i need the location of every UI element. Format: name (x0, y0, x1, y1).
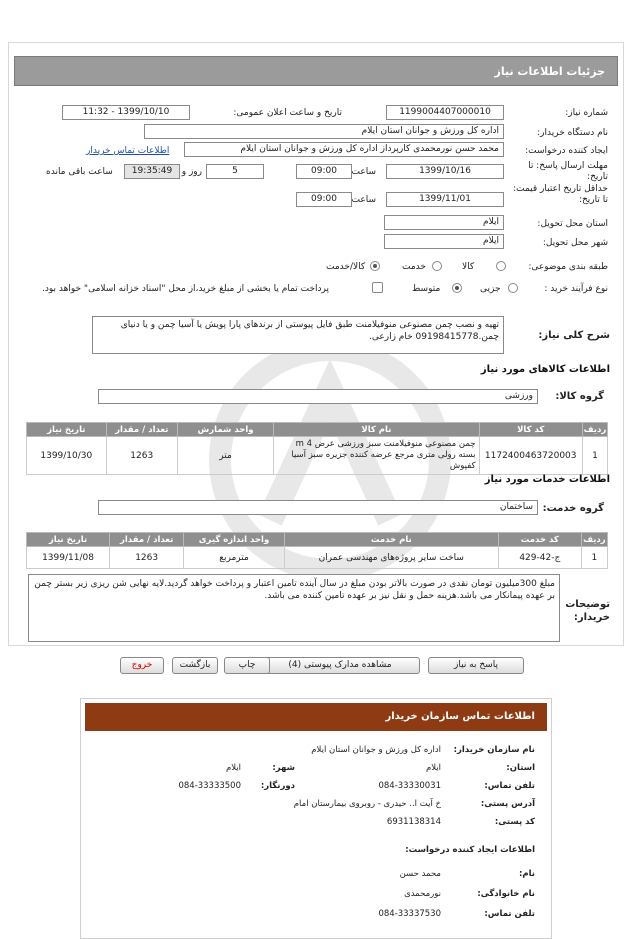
need-number-label: شماره نیاز: (565, 108, 608, 118)
contact-city-label: شهر: (272, 763, 295, 773)
category-option-goods: کالا (462, 262, 475, 272)
column-header: نام کالا (274, 423, 479, 437)
service-qty: 1263 (110, 547, 184, 569)
category-option-goods-service: کالا/خدمت (326, 262, 366, 272)
column-header: تاریخ نیاز (27, 423, 107, 437)
goods-qty: 1263 (106, 437, 177, 475)
service-code: ج-42-429 (498, 547, 581, 569)
contact-address-label: آدرس پستی: (480, 799, 535, 809)
contact-info-link[interactable]: اطلاعات تماس خریدار (86, 146, 170, 156)
page-header (14, 56, 618, 86)
reply-time-label: ساعت (351, 167, 376, 177)
column-header: تاریخ نیاز (27, 533, 110, 547)
page-title: جزئیات اطلاعات نیاز (494, 65, 605, 78)
process-option-medium: متوسط (412, 284, 441, 294)
category-radio-service[interactable] (432, 261, 442, 271)
print-button[interactable]: چاپ (224, 657, 270, 674)
creator-info-title: اطلاعات ایجاد کننده درخواست: (405, 845, 535, 855)
contact-card (80, 698, 552, 939)
reply-date-field: 1399/10/16 (386, 164, 504, 179)
contact-fax-label: دورنگار: (260, 781, 295, 791)
validity-label: حداقل تاریخ اعتبار قیمت: تا تاریخ: (513, 184, 608, 205)
attachments-button[interactable]: مشاهده مدارک پیوستی (4) (260, 657, 420, 674)
exit-button[interactable]: خروج (120, 657, 164, 674)
contact-org-label: نام سازمان خریدار: (453, 745, 535, 755)
validity-time-label: ساعت (351, 195, 376, 205)
category-radio-goods-service[interactable] (370, 261, 380, 271)
reply-button[interactable]: پاسخ به نیاز (428, 657, 524, 674)
province-field: ایلام (384, 215, 504, 230)
goods-unit: متر (177, 437, 273, 475)
contact-address-value: خ آیت ا.. حیدری - روبروی بیمارستان امام (293, 799, 441, 809)
category-option-service: خدمت (402, 262, 426, 272)
summary-label: شرح کلی نیاز: (538, 330, 610, 341)
column-header: واحد اندازه گیری (184, 533, 284, 547)
creator-field: محمد حسن نورمحمدی کارپرداز اداره کل ورزش و جوانان استان ایلام (184, 142, 504, 157)
table-row (27, 437, 608, 475)
contact-postal-label: کد پستی: (494, 817, 535, 827)
services-section-title: اطلاعات خدمات مورد نیاز (484, 474, 610, 485)
services-table (26, 532, 608, 569)
payment-note: پرداخت تمام یا بخشی از مبلغ خرید،از محل "اسناد خزانه اسلامی" خواهد بود. (42, 284, 330, 294)
process-radio-minor[interactable] (508, 283, 518, 293)
services-group-label: گروه خدمت: (542, 503, 604, 514)
service-unit: مترمربع (184, 547, 284, 569)
goods-section-title: اطلاعات کالاهای مورد نیاز (480, 364, 610, 375)
announce-label: تاریخ و ساعت اعلان عمومی: (233, 108, 342, 118)
goods-group-label: گروه کالا: (555, 391, 604, 402)
creator-family-value: نورمحمدی (404, 889, 441, 899)
summary-text: تهیه و نصب چمن مصنوعی منوفیلامنت طبق فایل پیوستی از برندهای پارا پویش یا آسیا چمن و یا دنیای چمن.09198415778 خام زارعی. (120, 320, 499, 342)
column-header: ردیف (583, 424, 607, 435)
contact-card-header (85, 703, 547, 731)
services-group-field: ساختمان (98, 500, 538, 515)
creator-phone-value: 084-33337530 (378, 909, 441, 919)
column-header: تعداد / مقدار (106, 423, 177, 437)
city-field: ایلام (384, 234, 504, 249)
creator-family-label: نام خانوادگی: (477, 889, 535, 899)
days-label: روز و (181, 167, 202, 177)
process-option-minor: جزیی (480, 284, 501, 294)
category-label: طبقه بندی موضوعی: (528, 262, 608, 272)
reply-deadline-label: مهلت ارسال پاسخ: تا تاریخ: (528, 161, 608, 182)
contact-postal-value: 6931138314 (386, 817, 441, 827)
notes-text: مبلغ 300میلیون تومان نقدی در صورت بالاتر بودن مبلغ در سال آینده تامین اعتبار و پرداخت خواهد گردید.لایه نهایی شن ریزی زیر بستر چمن بر عهده پیمانکار می باشد.هزینه حمل و نقل نیز بر عهده تامین کننده می باشد. (34, 579, 555, 601)
creator-phone-label: تلفن تماس: (484, 909, 535, 919)
notes-field (28, 574, 560, 642)
announce-field: 1399/10/10 - 11:32 (62, 105, 190, 120)
row-number: 1 (581, 547, 607, 569)
column-header: ردیف (583, 534, 606, 545)
notes-label: توضیحات خریدار: (565, 599, 610, 623)
creator-name-value: محمد حسن (399, 869, 441, 879)
back-button[interactable]: بازگشت (172, 657, 218, 674)
goods-name: چمن مصنوعی منوفیلامنت سبز ورزشی عرض m 4 بسته رولی متری مرجع عرضه کننده جزیره سبز آسیا کفپوش (274, 437, 479, 475)
buyer-org-field: اداره کل ورزش و جوانان استان ایلام (144, 124, 504, 139)
remaining-time-field: 19:35:49 (124, 164, 180, 179)
contact-phone-label: تلفن تماس: (484, 781, 535, 791)
category-radio-goods[interactable] (496, 261, 506, 271)
contact-phone-value: 084-33330031 (378, 781, 441, 791)
validity-time-field: 09:00 (296, 192, 352, 207)
summary-field (92, 316, 504, 354)
contact-fax-value: 084-33333500 (178, 781, 241, 791)
column-header: واحد شمارش (177, 423, 273, 437)
service-date: 1399/11/08 (27, 547, 110, 569)
service-name: ساخت سایر پروژه‌های مهندسی عمران (284, 547, 498, 569)
buyer-org-label: نام دستگاه خریدار: (537, 128, 608, 138)
row-number: 1 (582, 437, 607, 475)
reply-days-field: 5 (206, 164, 264, 179)
table-row (27, 547, 608, 569)
column-header: کد کالا (479, 423, 582, 437)
contact-province-value: ایلام (425, 763, 441, 773)
creator-name-label: نام: (518, 869, 535, 879)
goods-table-header (27, 423, 608, 437)
need-number-field: 1199004407000010 (386, 105, 504, 120)
treasury-checkbox[interactable] (372, 282, 383, 293)
contact-org-value: اداره کل ورزش و جوانان استان ایلام (311, 745, 441, 755)
goods-code: 1172400463720003 (479, 437, 582, 475)
column-header: کد خدمت (498, 533, 581, 547)
column-header: نام خدمت (284, 533, 498, 547)
contact-card-title: اطلاعات تماس سازمان خریدار (385, 711, 535, 722)
goods-group-field: ورزشی (98, 389, 538, 404)
contact-province-label: استان: (506, 763, 535, 773)
goods-date: 1399/10/30 (27, 437, 107, 475)
process-radio-medium[interactable] (452, 283, 462, 293)
reply-time-field: 09:00 (296, 164, 352, 179)
goods-table (26, 422, 608, 475)
validity-date-field: 1399/11/01 (386, 192, 504, 207)
contact-city-value: ایلام (225, 763, 241, 773)
creator-label: ایجاد کننده درخواست: (525, 146, 608, 156)
services-table-header (27, 533, 608, 547)
city-label: شهر محل تحویل: (542, 238, 608, 248)
province-label: استان محل تحویل: (537, 219, 608, 229)
remaining-label: ساعت باقی مانده (46, 167, 113, 177)
process-label: نوع فرآیند خرید : (544, 284, 608, 294)
column-header: تعداد / مقدار (110, 533, 184, 547)
